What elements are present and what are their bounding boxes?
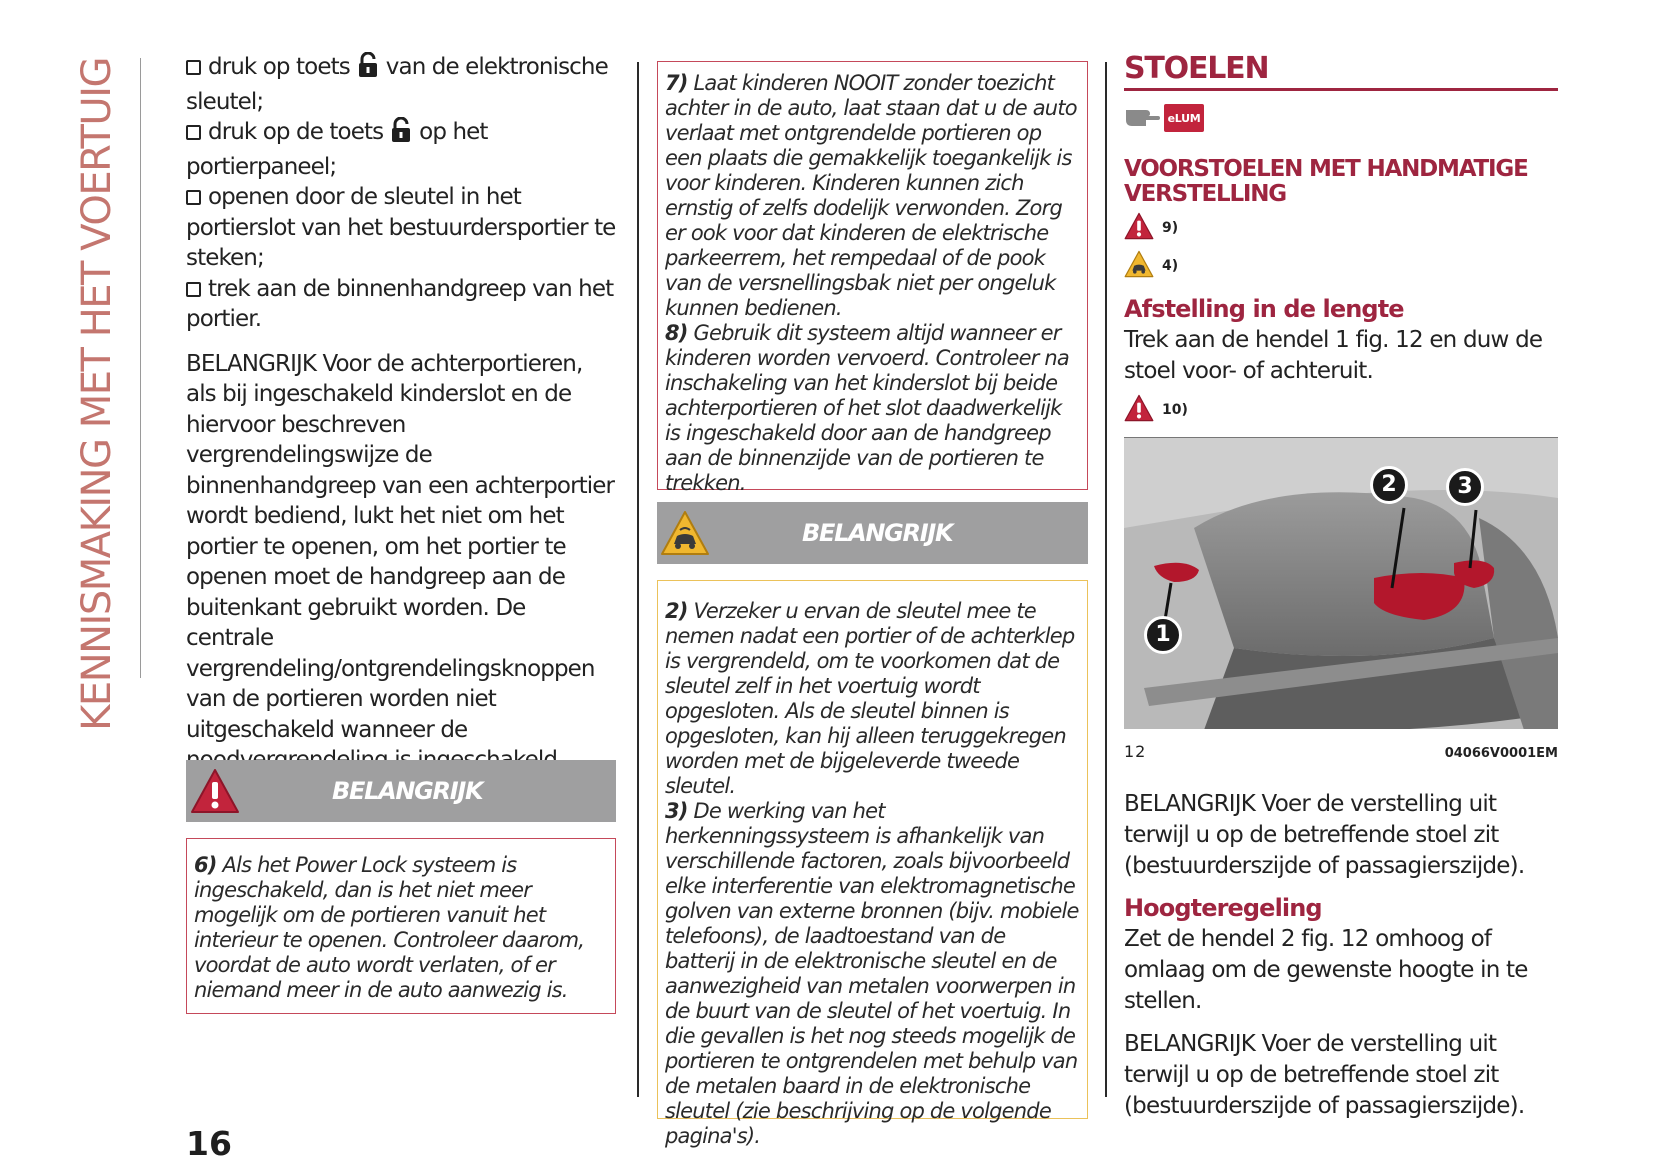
bullet-item	[186, 52, 616, 117]
text-height: Zet de hendel 2 fig. 12 omhoog of omlaag om de gewenste hoogte in te stellen.	[1124, 926, 1528, 1014]
warning-triangle-icon	[190, 768, 240, 818]
warning-header-bar	[186, 760, 616, 822]
bullet-square-icon	[186, 282, 201, 297]
note-text: Verzeker u ervan de sleutel mee te nemen nadat een portier of de achterklep is vergrendeld, om te voorkomen dat de sleutel zelf in het voertuig wordt opgesloten. Als de sleutel binnen is opgesloten, kan hij alleen teruggekregen worden met de bijgeleverde tweede sleutel.	[665, 599, 1075, 798]
caution-car-icon	[660, 510, 710, 560]
sidebar-divider	[140, 58, 141, 678]
column-right	[1124, 50, 1558, 1122]
note-number: 7)	[665, 71, 688, 95]
subsection-title: VOORSTOELEN MET HANDMATIGE VERSTELLING	[1124, 156, 1528, 207]
bullet-text: druk op de toets	[208, 119, 384, 145]
warning-ref: 10)	[1162, 402, 1188, 418]
note-box-7-8	[657, 61, 1088, 495]
bullet-text: druk op toets	[208, 54, 350, 80]
figure-caption	[1124, 741, 1558, 761]
warning-ref-row	[1124, 391, 1558, 429]
heading-length: Afstelling in de lengte	[1124, 295, 1404, 323]
warning-triangle-icon	[1124, 212, 1154, 244]
note-box-2-3	[657, 580, 1088, 1148]
bullet-text: trek aan de binnenhandgreep van het portier.	[186, 275, 614, 332]
page-number: 16	[186, 1124, 232, 1163]
heading-height: Hoogteregeling	[1124, 894, 1322, 922]
important-text-1: BELANGRIJK Voer de verstelling uit terwijl u op de betreffende stoel zit (bestuurderszijde of passagierszijde).	[1124, 791, 1525, 879]
section-title: STOELEN	[1124, 51, 1269, 86]
callout-2: 2	[1370, 466, 1408, 504]
pointing-hand-icon	[1124, 104, 1160, 132]
note-text: Als het Power Lock systeem is ingeschakeld, dan is het niet meer mogelijk om de portieren vanuit het interieur te openen. Controleer daarom, voordat de auto wordt verlaten, of er niemand meer in de auto aanwezig is.	[194, 853, 585, 1002]
figure-code: 04066V0001EM	[1444, 746, 1558, 761]
warning-ref-row	[1124, 209, 1558, 247]
lock-icon	[358, 52, 378, 87]
note-text: Gebruik dit systeem altijd wanneer er kinderen worden vervoerd. Controleer na inschakeling van het kinderslot bij beide achterportieren of het slot daadwerkelijk is ingeschakeld door aan de handgreep aan de binnenzijde van de portieren te trekken.	[665, 321, 1069, 495]
bullet-text: openen door de sleutel in het portierslot van het bestuurdersportier te steken;	[186, 184, 616, 271]
bullet-square-icon	[186, 190, 201, 205]
lock-icon	[391, 117, 411, 152]
note-text: De werking van het herkenningssysteem is afhankelijk van verschillende factoren, zoals bijvoorbeeld elke interferentie van elektromagnetische golven van externe bronnen (bijv. mobiele telefoons), de laadtoestand van de batterij in de elektronische sleutel en de aanwezigheid van metalen voorwerpen in de buurt van de sleutel of het voertuig. In die gevallen is het nog steeds mogelijk de portieren te ontgrendelen met behulp van de metalen baard in de elektronische sleutel (zie beschrijving op de volgende pagina's).	[665, 799, 1079, 1148]
caution-label: BELANGRIJK	[802, 519, 953, 547]
caution-ref-row	[1124, 247, 1558, 285]
column-divider	[637, 62, 639, 1097]
callout-1: 1	[1144, 616, 1182, 654]
elum-badge-icon	[1164, 104, 1204, 132]
important-text-2: BELANGRIJK Voer de verstelling uit terwijl u op de betreffende stoel zit (bestuurderszijde of passagierszijde).	[1124, 1031, 1525, 1119]
caution-ref: 4)	[1162, 258, 1179, 274]
bullet-item	[186, 274, 616, 335]
bullet-square-icon	[186, 125, 201, 140]
callout-3: 3	[1446, 468, 1484, 506]
text-length: Trek aan de hendel 1 fig. 12 en duw de stoel voor- of achteruit.	[1124, 327, 1543, 384]
sidebar-chapter-title	[52, 58, 142, 731]
note-number: 3)	[665, 799, 688, 823]
chapter-title-text: KENNISMAKING MET HET VOERTUIG	[74, 58, 120, 731]
caution-car-icon	[1124, 250, 1154, 282]
note-number: 6)	[194, 853, 217, 877]
important-paragraph: BELANGRIJK Voor de achterportieren, als bij ingeschakeld kinderslot en de hiervoor beschreven vergrendelingswijze de binnenhandgreep van een achterportier wordt bediend, lukt het niet om het portier te openen, om het portier te openen moet de handgreep aan de buitenkant gebruikt worden. De centrale vergrendeling/ontgrendelingsknoppen van de portieren worden niet uitgeschakeld wanneer de	[186, 350, 615, 743]
note-box-6	[186, 838, 616, 1014]
warning-label: BELANGRIJK	[332, 777, 483, 805]
bullet-square-icon	[186, 60, 201, 75]
column-divider	[1105, 62, 1107, 1097]
elum-row	[1124, 91, 1558, 145]
elum-label: eLUM	[1167, 111, 1201, 125]
seat-figure	[1124, 437, 1558, 729]
column-left	[186, 52, 616, 776]
warning-triangle-icon	[1124, 394, 1154, 426]
note-number: 2)	[665, 599, 688, 623]
seat-illustration	[1124, 438, 1558, 729]
bullet-text: van de elektronische sleutel;	[186, 54, 608, 115]
bullet-item	[186, 117, 616, 182]
bullet-text: op het portierpaneel;	[186, 119, 488, 180]
note-number: 8)	[665, 321, 688, 345]
figure-number: 12	[1124, 742, 1147, 761]
note-text: Laat kinderen NOOIT zonder toezicht achter in de auto, laat staan dat u de auto verlaat met ontgrendelde portieren op een plaats die gemakkelijk toegankelijk is voor kinderen. Kinderen kunnen zich ernstig of zelfs dodelijk verwonden. Zorg er ook voor dat kinderen de elektrische parkeerrem, het rempedaal of de pook van de versnellingsbak niet per ongeluk kunnen bedienen.	[665, 71, 1077, 320]
caution-header-bar	[657, 502, 1088, 564]
warning-ref: 9)	[1162, 220, 1179, 236]
bullet-item	[186, 182, 616, 274]
